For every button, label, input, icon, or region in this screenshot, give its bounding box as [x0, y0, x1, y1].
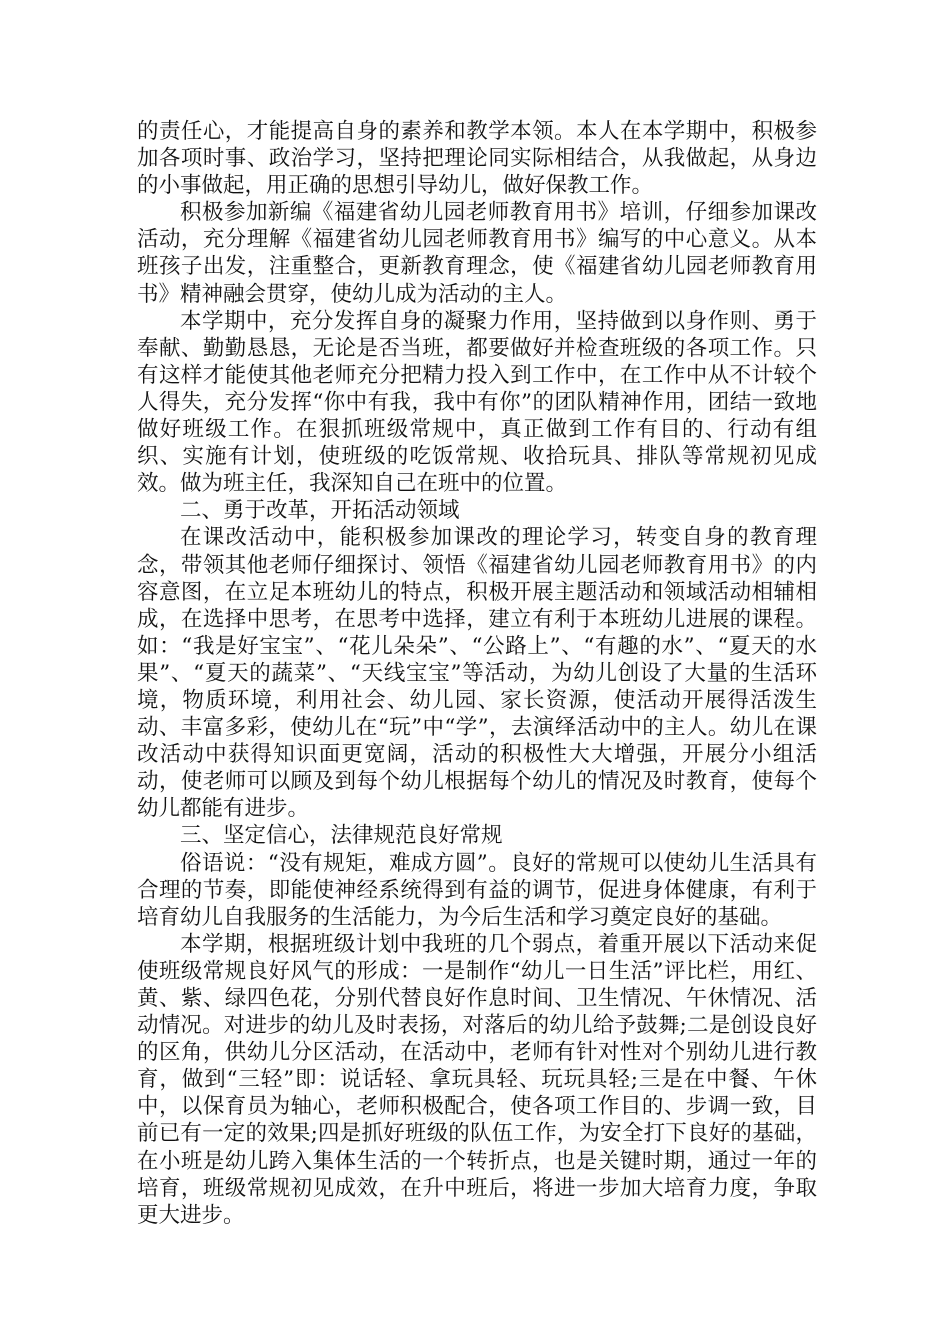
section-heading-routines: 三、坚定信心，法律规范良好常规: [180, 823, 503, 849]
paragraph-training: 积极参加新编《福建省幼儿园老师教育用书》培训，仔细参加课改活动，充分理解《福建省幼儿园老师教育用书》编写的中心意义。从本班孩子出发，注重整合，更新教育理念，使《福建省幼儿园老师教育用书》精神融会贯穿，使幼儿成为活动的主人。: [137, 200, 817, 307]
paragraph-teamwork: 本学期中，充分发挥自身的凝聚力作用，坚持做到以身作则、勇于奉献、勤勤恳恳，无论是否当班，都要做好并检查班级的各项工作。只有这样才能使其他老师充分把精力投入到工作中，在工作中从不计较个人得失，充分发挥“你中有我，我中有你”的团队精神作用，团结一致地做好班级工作。在狠抓班级常规中，真正做到工作有目的、行动有组织、实施有计划，使班级的吃饭常规、收拾玩具、排队等常规初见成效。做为班主任，我深知自己在班中的位置。: [137, 308, 817, 497]
paragraph-activities: 本学期，根据班级计划中我班的几个弱点，着重开展以下活动来促使班级常规良好风气的形成：一是制作“幼儿一日生活”评比栏，用红、黄、紫、绿四色花，分别代替良好作息时间、卫生情况、午休情况、活动情况。对进步的幼儿及时表扬，对落后的幼儿给予鼓舞;二是创设良好的区角，供幼儿分区活动，在活动中，老师有针对性对个别幼儿进行教育，做到“三轻”即：说话轻、拿玩具轻、玩玩具轻;三是在中餐、午休中，以保育员为轴心，老师积极配合，使各项工作目的、步调一致，目前已有一定的效果;四是抓好班级的队伍工作，为安全打下良好的基础，在小班是幼儿跨入集体生活的一个转折点，也是关键时期，通过一年的培育，班级常规初见成效，在升中班后，将进一步加大培育力度，争取更大进步。: [137, 931, 817, 1228]
paragraph-proverb: 俗语说：“没有规矩，难成方圆”。良好的常规可以使幼儿生活具有合理的节奏，即能使神经系统得到有益的调节，促进身体健康，有利于培育幼儿自我服务的生活能力，为今后生活和学习奠定良好的基础。: [137, 850, 817, 930]
document-body: [137, 118, 817, 1229]
paragraph-continuation: 的责任心，才能提高自身的素养和教学本领。本人在本学期中，积极参加各项时事、政治学习，坚持把理论同实际相结合，从我做起，从身边的小事做起，用正确的思想引导幼儿，做好保教工作。: [137, 119, 817, 199]
paragraph-curriculum: 在课改活动中，能积极参加课改的理论学习，转变自身的教育理念，带领其他老师仔细探讨、领悟《福建省幼儿园老师教育用书》的内容意图，在立足本班幼儿的特点，积极开展主题活动和领域活动相辅相成，在选择中思考，在思考中选择，建立有利于本班幼儿进展的课程。如：“我是好宝宝”、“花儿朵朵”、“公路上”、“有趣的水”、“夏天的水果”、“夏天的蔬菜”、“天线宝宝”等活动，为幼儿创设了大量的生活环境，物质环境，利用社会、幼儿园、家长资源，使活动开展得活泼生动、丰富多彩，使幼儿在“玩”中“学”，去演绎活动中的主人。幼儿在课改活动中获得知识面更宽阔，活动的积极性大大增强，开展分小组活动，使老师可以顾及到每个幼儿根据每个幼儿的情况及时教育，使每个幼儿都能有进步。: [137, 525, 817, 822]
section-heading-reform: 二、勇于改革，开拓活动领域: [180, 498, 460, 524]
